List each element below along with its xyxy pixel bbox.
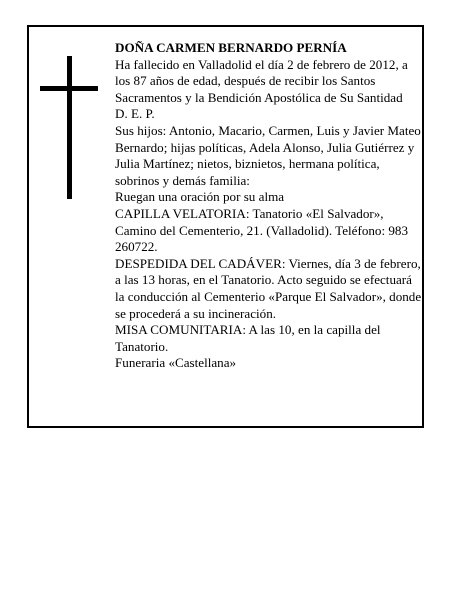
- funeral-home: Funeraria «Castellana»: [115, 355, 237, 371]
- prayer-request: Ruegan una oración por su alma: [115, 189, 285, 205]
- death-announcement: Ha fallecido en Valladolid el día 2 de febrero de 2012, a los 87 años de edad, después de recibir los Santos Sacramentos y la Bendición Apostólica de Su Santidad: [115, 56, 408, 105]
- chapel-info: CAPILLA VELATORIA: Tanatorio «El Salvador», Camino del Cementerio, 21. (Valladolid). Teléfono: 983 260722.: [115, 205, 409, 255]
- cross-vertical-bar: [67, 56, 72, 199]
- deceased-name: DOÑA CARMEN BERNARDO PERNÍA: [115, 40, 347, 55]
- obituary-notice: [27, 25, 424, 428]
- mass-info: MISA COMUNITARIA: A las 10, en la capilla del Tanatorio.: [115, 322, 381, 354]
- rest-in-peace: D. E. P.: [115, 106, 155, 122]
- family-list: Sus hijos: Antonio, Macario, Carmen, Luis y Javier Mateo Bernardo; hijas políticas, Adela Alonso, Julia Gutiérrez y Julia Martínez; nietos, biznietos, hermana política, sobrinos y demás familia:: [115, 122, 421, 188]
- farewell-info: DESPEDIDA DEL CADÁVER: Viernes, día 3 de febrero, a las 13 horas, en el Tanatorio. Acto seguido se efectuará la conducción al Cementerio «Parque El Salvador», donde se procederá a su incineración.: [115, 255, 422, 321]
- latin-cross-icon: [40, 56, 98, 199]
- cross-horizontal-bar: [40, 86, 98, 91]
- notice-text-block: [115, 40, 423, 372]
